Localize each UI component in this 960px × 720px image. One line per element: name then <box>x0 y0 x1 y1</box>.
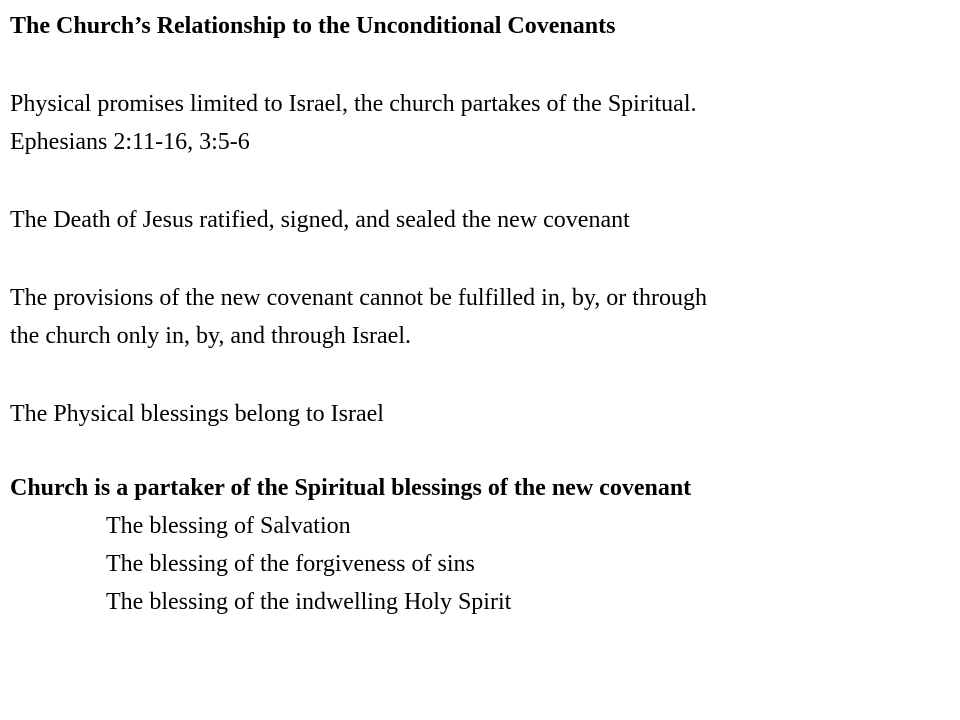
paragraph-physical-promises-line-2: Ephesians 2:11-16, 3:5-6 <box>10 129 250 155</box>
paragraph-death-of-jesus: The Death of Jesus ratified, signed, and sealed the new covenant <box>10 207 630 233</box>
paragraph-spiritual-blessings-heading: Church is a partaker of the Spiritual blessings of the new covenant <box>10 475 692 501</box>
blessing-item: The blessing of the forgiveness of sins <box>106 551 475 577</box>
blessing-item: The blessing of Salvation <box>106 513 351 539</box>
paragraph-physical-promises-line-1: Physical promises limited to Israel, the church partakes of the Spiritual. <box>10 91 697 117</box>
blessing-item: The blessing of the indwelling Holy Spirit <box>106 589 512 615</box>
paragraph-provisions-line-2: the church only in, by, and through Israel. <box>10 323 412 349</box>
slide-title: The Church’s Relationship to the Unconditional Covenants <box>10 13 616 39</box>
paragraph-physical-blessings: The Physical blessings belong to Israel <box>10 401 384 427</box>
paragraph-provisions-line-1: The provisions of the new covenant cannot be fulfilled in, by, or through <box>10 285 707 311</box>
